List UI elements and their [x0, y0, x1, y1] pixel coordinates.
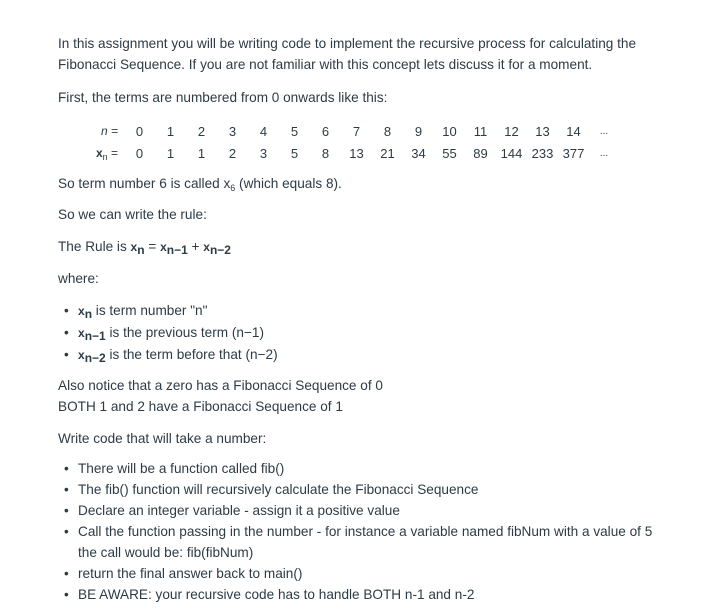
x-value: 8: [321, 145, 330, 161]
n-row: [74, 120, 619, 142]
list-item: • The fib() function will recursively calculate the Fibonacci Sequence: [58, 479, 652, 500]
write-rule-text: So we can write the rule:: [58, 207, 207, 222]
list-item: • There will be a function called fib(): [58, 458, 652, 479]
n-value: 3: [228, 123, 237, 139]
requirements-list: [58, 458, 652, 605]
intro-line-1: In this assignment you will be writing code to implement the recursive process for calculating the: [58, 36, 637, 51]
term-6-sentence: So term number 6 is called $x_6$ (which equals 8).: [58, 176, 342, 193]
list-item-continuation: the call would be: fib(fibNum): [78, 545, 254, 560]
n-value: 0: [135, 123, 144, 139]
where-text: where:: [58, 271, 99, 286]
fibonacci-table: [74, 120, 619, 164]
rule-formula: The Rule is $x_n = x_{n-1} + x_{n-2}$: [58, 239, 231, 257]
n-value: 14: [566, 123, 581, 139]
n-value: 8: [383, 123, 392, 139]
x-ellipsis: ...: [599, 147, 609, 159]
n-value: 11: [473, 123, 488, 139]
x-label: $x_n$ =: [95, 146, 118, 162]
x-value: 13: [349, 145, 364, 161]
x-value: 377: [562, 145, 585, 161]
list-item: • Declare an integer variable - assign it a positive value: [58, 500, 652, 521]
x-value: 5: [290, 145, 299, 161]
list-item: • Call the function passing in the number - for instance a variable named fibNum with a value of 5: [58, 521, 652, 542]
n-label: n =: [100, 124, 118, 138]
notice-line-1: Also notice that a zero has a Fibonacci Sequence of 0: [58, 378, 383, 393]
x-value: 144: [500, 145, 523, 161]
list-item: • $x_{n-2}$ is the term before that (n−2): [58, 344, 278, 366]
n-ellipsis: ...: [599, 125, 609, 137]
x-value: 1: [197, 145, 206, 161]
definitions-list: [58, 300, 278, 366]
list-item: • $x_n$ is term number "n": [58, 300, 278, 322]
notice-paragraph: [58, 375, 383, 417]
list-item: • BE AWARE: your recursive code has to handle BOTH n-1 and n-2: [58, 584, 652, 605]
x-value: 55: [442, 145, 457, 161]
x-value: 34: [411, 145, 426, 161]
n-value: 5: [290, 123, 299, 139]
n-value: 2: [197, 123, 206, 139]
n-value: 13: [535, 123, 550, 139]
intro-paragraph: [58, 33, 636, 75]
write-code-text: Write code that will take a number:: [58, 431, 267, 446]
x-value: 1: [166, 145, 175, 161]
n-value: 9: [414, 123, 423, 139]
x-value: 21: [380, 145, 395, 161]
n-value: 12: [504, 123, 519, 139]
x-value: 2: [228, 145, 237, 161]
intro-line-2: Fibonacci Sequence. If you are not familiar with this concept lets discuss it for a moment.: [58, 57, 593, 72]
x-value: 0: [135, 145, 144, 161]
n-value: 10: [442, 123, 457, 139]
numbering-text: First, the terms are numbered from 0 onwards like this:: [58, 90, 388, 105]
list-item: • return the final answer back to main(): [58, 563, 652, 584]
x-value: 233: [531, 145, 554, 161]
x-value: 89: [473, 145, 488, 161]
n-value: 7: [352, 123, 361, 139]
n-value: 1: [166, 123, 175, 139]
list-item: • $x_{n-1}$ is the previous term (n−1): [58, 322, 278, 344]
n-value: 6: [321, 123, 330, 139]
x-row: [74, 142, 619, 164]
n-value: 4: [259, 123, 268, 139]
notice-line-2: BOTH 1 and 2 have a Fibonacci Sequence of 1: [58, 399, 343, 414]
x-value: 3: [259, 145, 268, 161]
